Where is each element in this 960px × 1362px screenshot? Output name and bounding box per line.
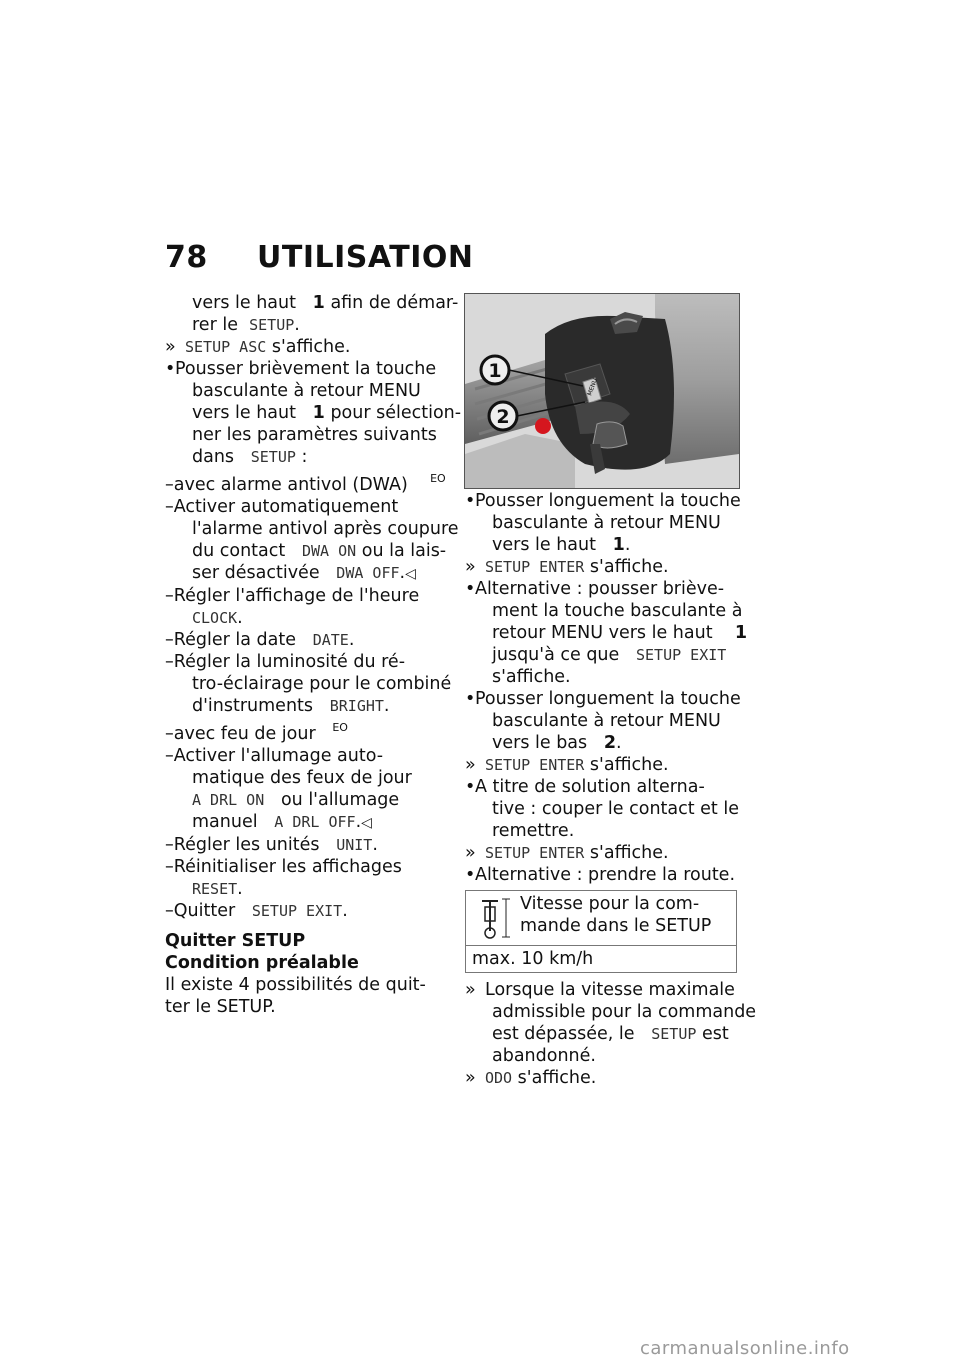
dash-line: –Régler la date DATE. bbox=[165, 630, 355, 650]
bullet-line: •Alternative : prendre la route. bbox=[465, 865, 736, 885]
text-line: tive : couper le contact et le bbox=[492, 799, 739, 819]
text-line: basculante à retour MENU bbox=[492, 513, 721, 533]
bullet-icon: • bbox=[165, 359, 176, 379]
menu-label: MENU bbox=[586, 377, 599, 397]
text-line: tro-éclairage pour le combiné bbox=[192, 674, 452, 694]
spec-value: max. 10 km/h bbox=[472, 949, 594, 969]
text-line: CLOCK. bbox=[192, 608, 243, 628]
dash-icon: – bbox=[165, 586, 174, 606]
result-arrow-icon: » bbox=[465, 980, 476, 1000]
dash-icon: – bbox=[165, 746, 174, 766]
spec-header bbox=[466, 891, 736, 946]
bullet-line: •A titre de solution alterna- bbox=[465, 777, 705, 797]
right-column bbox=[465, 490, 757, 1089]
text-line: vers le haut 1 pour sélection- bbox=[192, 403, 462, 423]
dash-line: –avec alarme antivol (DWA) $^{EO}$ bbox=[165, 472, 446, 495]
dash-icon: – bbox=[165, 724, 174, 744]
callout-2: 2 bbox=[496, 406, 510, 428]
result-line: » SETUP ASC s'affiche. bbox=[165, 337, 351, 357]
text-line: ser désactivée DWA OFF.◁ bbox=[192, 563, 416, 583]
dash-line: –Activer automatiquement bbox=[165, 497, 399, 517]
bullet-icon: • bbox=[465, 865, 476, 885]
watermark-text: carmanualsonline.info bbox=[640, 1338, 850, 1359]
handlebar-switch-illustration bbox=[465, 294, 739, 488]
text-line: l'alarme antivol après coupure bbox=[192, 519, 459, 539]
subsection-heading: Condition préalable bbox=[165, 953, 359, 973]
dash-icon: – bbox=[165, 630, 174, 650]
result-arrow-icon: » bbox=[465, 557, 476, 577]
dash-line: –Régler l'affichage de l'heure bbox=[165, 586, 420, 606]
result-line: » SETUP ENTER s'affiche. bbox=[465, 843, 669, 863]
handlebar-switch-figure bbox=[464, 293, 740, 489]
equipment-option-badge: EO bbox=[332, 721, 348, 734]
dash-line: –Réinitialiser les affichages bbox=[165, 857, 402, 877]
result-line: » Lorsque la vitesse maximale bbox=[465, 980, 735, 1000]
text-line: d'instruments BRIGHT. bbox=[192, 696, 390, 716]
dash-icon: – bbox=[165, 475, 174, 495]
text-line: vers le haut 1. bbox=[492, 535, 631, 555]
result-arrow-icon: » bbox=[465, 843, 476, 863]
text-line: jusqu'à ce que SETUP EXIT bbox=[492, 645, 727, 665]
text-line: s'affiche. bbox=[492, 667, 571, 687]
text-line: remettre. bbox=[492, 821, 575, 841]
text-line: ner les paramètres suivants bbox=[192, 425, 437, 445]
result-line: » SETUP ENTER s'affiche. bbox=[465, 755, 669, 775]
bullet-line: •Pousser longuement la touche bbox=[465, 491, 741, 511]
result-line: » ODO s'affiche. bbox=[465, 1068, 597, 1088]
text-line: retour MENU vers le haut 1 bbox=[492, 623, 748, 643]
page-title: UTILISATION bbox=[257, 240, 474, 275]
text-line: ter le SETUP. bbox=[165, 997, 276, 1017]
text-line: dans SETUP : bbox=[192, 447, 308, 467]
text-line: basculante à retour MENU bbox=[492, 711, 721, 731]
spec-label: Vitesse pour la com- mande dans le SETUP bbox=[520, 894, 712, 936]
dash-line: –Quitter SETUP EXIT. bbox=[165, 901, 348, 921]
text-line: abandonné. bbox=[492, 1046, 596, 1066]
dash-line: –avec feu de jour $^{EO}$ bbox=[165, 721, 348, 744]
bullet-icon: • bbox=[465, 777, 476, 797]
speed-gauge-icon bbox=[478, 895, 514, 941]
bullet-icon: • bbox=[465, 579, 476, 599]
text-line: rer le SETUP. bbox=[192, 315, 300, 335]
text-line: admissible pour la commande bbox=[492, 1002, 757, 1022]
result-arrow-icon: » bbox=[465, 755, 476, 775]
page-number: 78 bbox=[165, 240, 208, 275]
result-line: » SETUP ENTER s'affiche. bbox=[465, 557, 669, 577]
bullet-icon: • bbox=[465, 491, 476, 511]
end-triangle-icon: ◁ bbox=[361, 815, 372, 831]
callout-1: 1 bbox=[488, 360, 502, 382]
dash-icon: – bbox=[165, 497, 174, 517]
text-line: RESET. bbox=[192, 879, 243, 899]
spec-box bbox=[465, 890, 737, 973]
bullet-line: •Pousser brièvement la touche bbox=[165, 359, 437, 379]
dash-icon: – bbox=[165, 857, 174, 877]
bullet-line: •Alternative : pousser briève- bbox=[465, 579, 725, 599]
text-line: Il existe 4 possibilités de quit- bbox=[165, 975, 426, 995]
bullet-icon: • bbox=[465, 689, 476, 709]
dash-icon: – bbox=[165, 652, 174, 672]
page-header bbox=[165, 240, 474, 275]
text-line: basculante à retour MENU bbox=[192, 381, 421, 401]
end-triangle-icon: ◁ bbox=[405, 566, 416, 582]
left-column bbox=[165, 292, 462, 1018]
text-line: ment la touche basculante à bbox=[492, 601, 743, 621]
dash-line: –Régler les unités UNIT. bbox=[165, 835, 378, 855]
dash-line: –Régler la luminosité du ré- bbox=[165, 652, 406, 672]
result-arrow-icon: » bbox=[165, 337, 176, 357]
section-heading: Quitter SETUP bbox=[165, 931, 306, 951]
dash-icon: – bbox=[165, 901, 174, 921]
text-line: est dépassée, le SETUP est bbox=[492, 1024, 729, 1044]
text-line: matique des feux de jour bbox=[192, 768, 412, 788]
dash-icon: – bbox=[165, 835, 174, 855]
result-arrow-icon: » bbox=[465, 1068, 476, 1088]
text-line: du contact DWA ON ou la lais- bbox=[192, 541, 447, 561]
text-line: manuel A DRL OFF.◁ bbox=[192, 812, 372, 832]
text-line: A DRL ON ou l'allumage bbox=[192, 790, 400, 810]
bullet-line: •Pousser longuement la touche bbox=[465, 689, 741, 709]
equipment-option-badge: EO bbox=[430, 472, 446, 485]
dash-line: –Activer l'allumage auto- bbox=[165, 746, 384, 766]
text-line: vers le haut 1 afin de démar- bbox=[192, 293, 459, 313]
text-line: vers le bas 2. bbox=[492, 733, 622, 753]
